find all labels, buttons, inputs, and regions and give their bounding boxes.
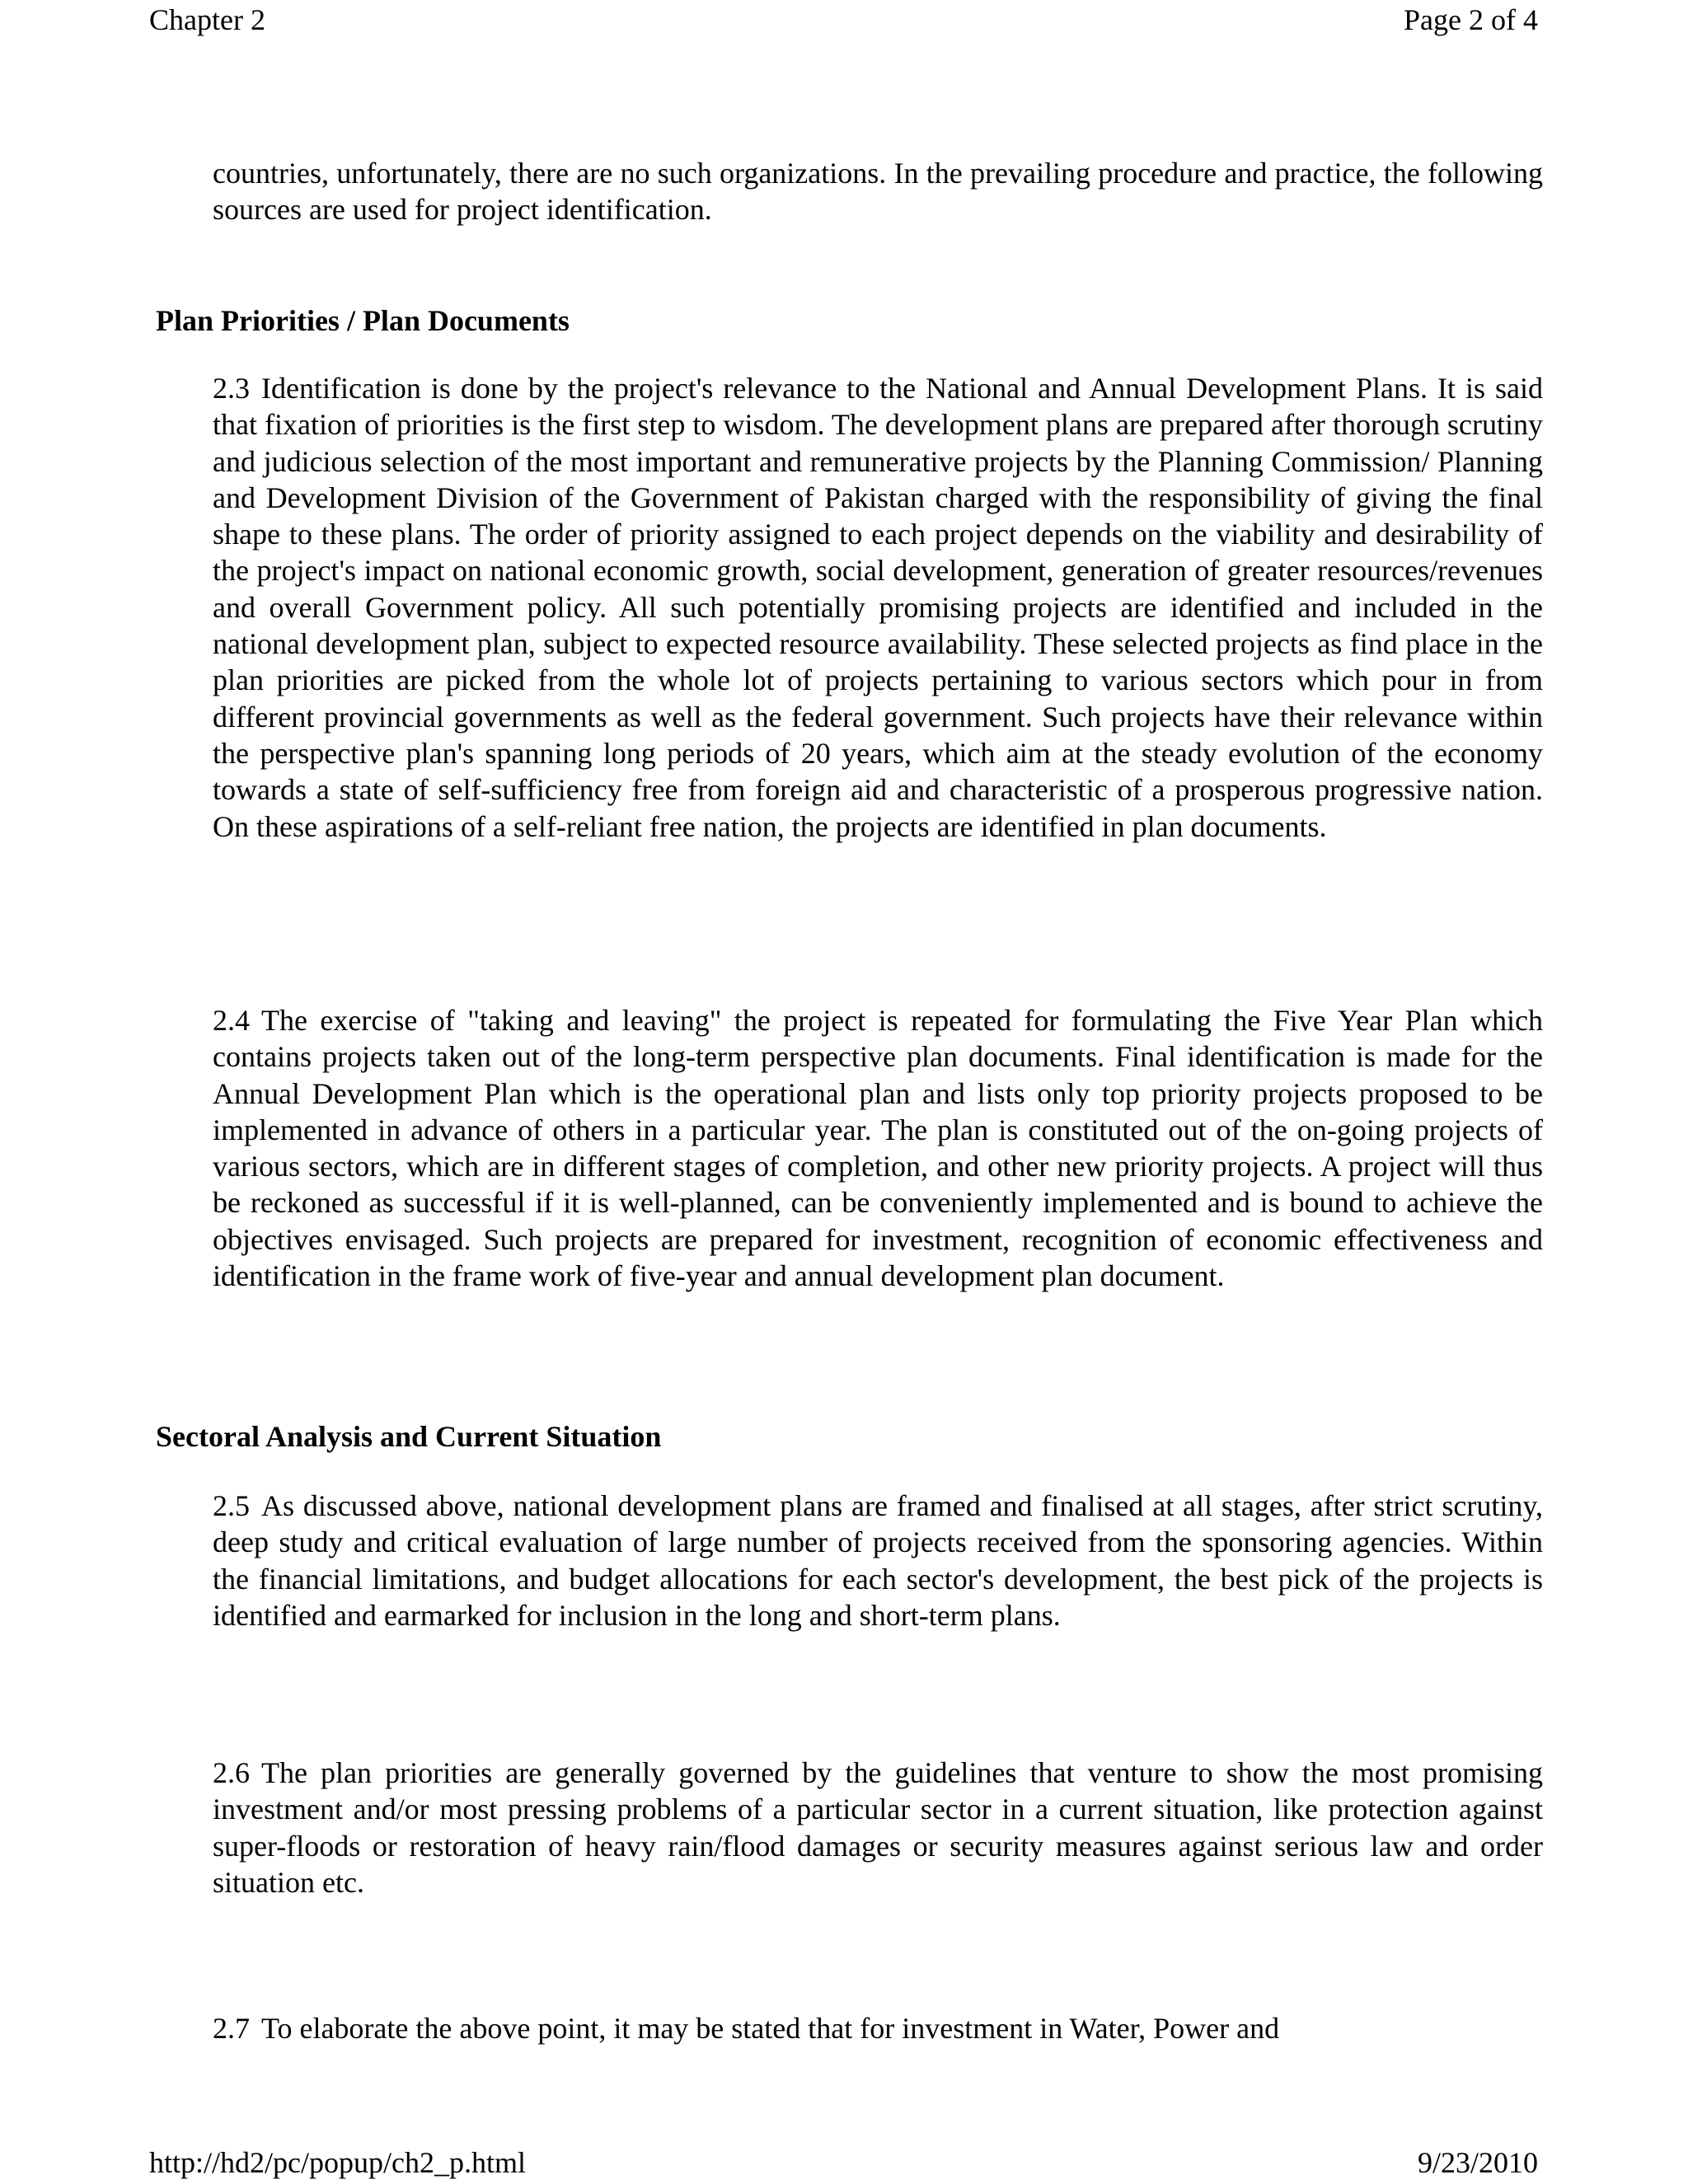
paragraph-2-3	[213, 370, 1543, 845]
paragraph-2-4	[213, 1002, 1543, 1294]
paragraph-number: 2.6	[213, 1756, 250, 1789]
footer-url: http://hd2/pc/popup/ch2_p.html	[149, 2146, 526, 2179]
intro-text: countries, unfortunately, there are no such organizations. In the prevailing procedure and practice, the following sources are used for project identification.	[213, 157, 1543, 227]
paragraph-text: As discussed above, national development plans are framed and finalised at all stages, after strict scrutiny, deep study and critical evaluation of large number of projects received from the sponsoring agencies. Within the financial limitations, and budget allocations for each sector's development, the best pick of the projects is identified and earmarked for inclusion in the long and short-term plans.	[213, 1489, 1543, 1632]
paragraph-text: The plan priorities are generally governed by the guidelines that venture to show the most promising investment and/or most pressing problems of a particular sector in a current situation, like protection against super-floods or restoration of heavy rain/flood damages or security measures against serious law and order situation etc.	[213, 1756, 1543, 1899]
paragraph-number: 2.5	[213, 1489, 250, 1522]
paragraph-2-5	[213, 1488, 1543, 1633]
paragraph-text: Identification is done by the project's relevance to the National and Annual Development Plans. It is said that fixation of priorities is the first step to wisdom. The development plans are prepared after thorough scrutiny and judicious selection of the most important and remunerative projects by the Planning Commission/ Planning and Development Division of the Government of Pakistan charged with the responsibility of giving the final shape to these plans. The order of priority assigned to each project depends on the viability and desirability of the project's impact on national economic growth, social development, generation of greater resources/revenues and overall Government policy. All such potentially promising projects are identified and included in the national development plan, subject to expected resource availability. These selected projects as find place in the plan priorities are picked from the whole lot of projects pertaining to various sectors which pour in from different provincial governments as well as the federal government. Such projects have their relevance within the perspective plan's spanning long periods of 20 years, which aim at the steady evolution of the economy towards a state of self-sufficiency free from foreign aid and characteristic of a prosperous progressive nation. On these aspirations of a self-reliant free nation, the projects are identified in plan documents.	[213, 372, 1543, 843]
paragraph-text: The exercise of "taking and leaving" the project is repeated for formulating the Five Year Plan which contains projects taken out of the long-term perspective plan documents. Final identification is made for the Annual Development Plan which is the operational plan and lists only top priority projects proposed to be implemented in advance of others in a particular year. The plan is constituted out of the on-going projects of various sectors, which are in different stages of completion, and other new priority projects. A project will thus be reckoned as successful if it is well-planned, can be conveniently implemented and is bound to achieve the objectives envisaged. Such projects are prepared for investment, recognition of economic effectiveness and identification in the frame work of five-year and annual development plan document.	[213, 1004, 1543, 1293]
paragraph-2-6	[213, 1755, 1543, 1900]
intro-paragraph	[213, 155, 1543, 228]
paragraph-number: 2.3	[213, 372, 250, 405]
paragraph-2-7	[213, 2010, 1543, 2046]
paragraph-number: 2.7	[213, 2012, 250, 2045]
paragraph-number: 2.4	[213, 1004, 250, 1037]
header-chapter: Chapter 2	[149, 3, 265, 36]
section-heading-sectoral-analysis: Sectoral Analysis and Current Situation	[156, 1420, 662, 1453]
header-page-number: Page 2 of 4	[1404, 3, 1538, 36]
paragraph-text: To elaborate the above point, it may be stated that for investment in Water, Power and	[261, 2012, 1280, 2045]
section-heading-plan-priorities: Plan Priorities / Plan Documents	[156, 304, 570, 337]
footer-date: 9/23/2010	[1417, 2146, 1538, 2179]
